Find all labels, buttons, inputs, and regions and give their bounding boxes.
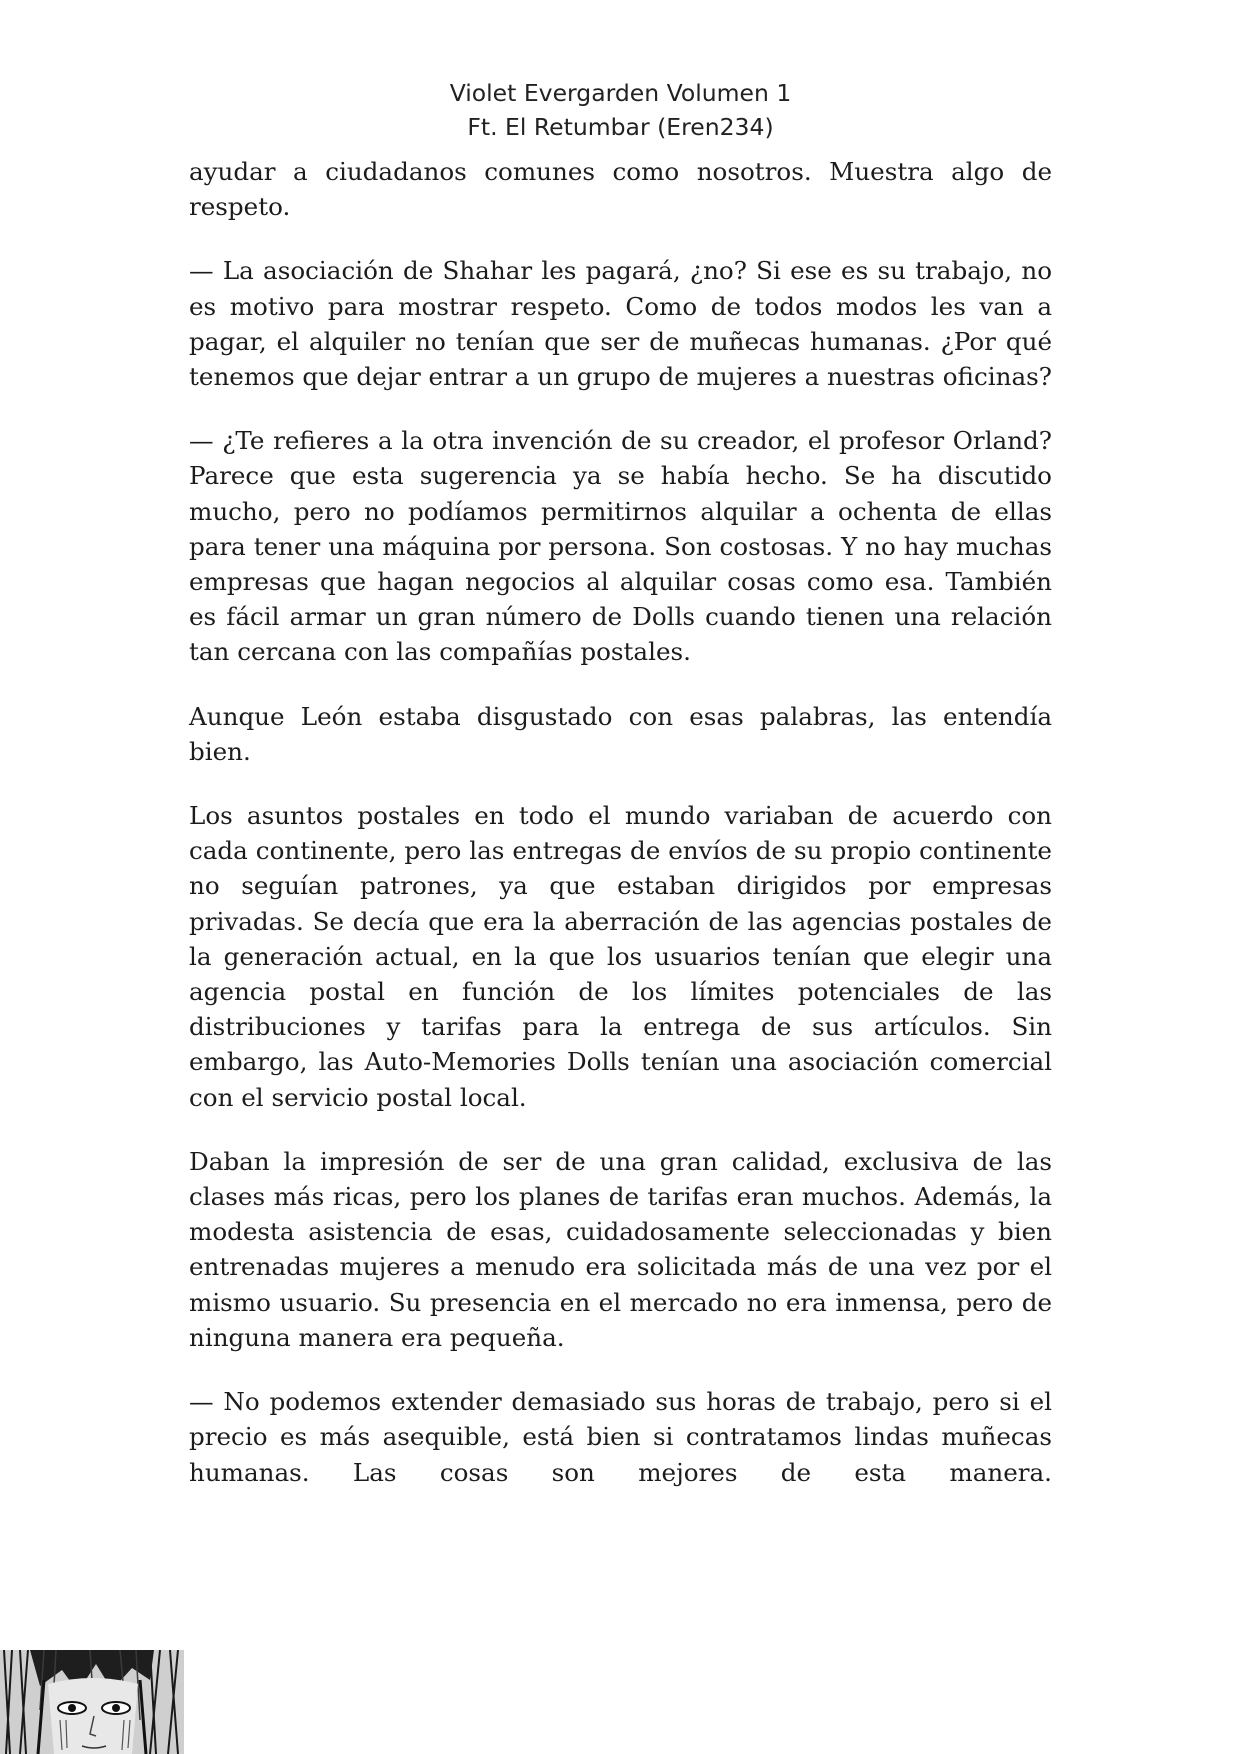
paragraph: ayudar a ciudadanos comunes como nosotros. Muestra algo de respeto. bbox=[189, 157, 1052, 222]
paragraph: Los asuntos postales en todo el mundo variaban de acuerdo con cada continente, pero las entregas de envíos de su propio continente no seguían patrones, ya que estaban dirigidos por empresas privadas. Se decía que era la aberración de las agencias postales de la generación actual, en la que los usuarios tenían que elegir una agencia postal en función de los límites potenciales de las distribuciones y tarifas para la entrega de sus artículos. Sin embargo, las Auto-Memories Dolls tenían una asociación comercial con el servicio postal local. bbox=[189, 801, 1052, 1112]
manga-character-portrait-icon bbox=[0, 1650, 184, 1754]
document-title: Violet Evergarden Volumen 1 bbox=[449, 79, 792, 107]
paragraph: Aunque León estaba disgustado con esas palabras, las entendía bien. bbox=[189, 701, 1052, 766]
page-body bbox=[189, 154, 1052, 1490]
paragraph: Daban la impresión de ser de una gran calidad, exclusiva de las clases más ricas, pero los planes de tarifas eran muchos. Además, la modesta asistencia de esas, cuidadosamente seleccionadas y bien entrenadas mujeres a menudo era solicitada más de una vez por el mismo usuario. Su presencia en el mercado no era inmensa, pero de ninguna manera era pequeña. bbox=[189, 1146, 1052, 1352]
translator-credit: Ft. El Retumbar (Eren234) bbox=[467, 113, 774, 141]
paragraph: — No podemos extender demasiado sus horas de trabajo, pero si el precio es más asequible, está bien si contratamos lindas muñecas humanas. Las cosas son mejores de esta manera. bbox=[189, 1387, 1052, 1487]
paragraph: — ¿Te refieres a la otra invención de su creador, el profesor Orland? Parece que esta sugerencia ya se había hecho. Se ha discutido mucho, pero no podíamos permitirnos alquilar a ochenta de ellas para tener una máquina por persona. Son costosas. Y no hay muchas empresas que hagan negocios al alquilar cosas como esa. También es fácil armar un gran número de Dolls cuando tienen una relación tan cercana con las compañías postales. bbox=[189, 426, 1052, 667]
page-header bbox=[0, 76, 1241, 144]
manga-portrait-image bbox=[0, 1650, 184, 1754]
paragraph: — La asociación de Shahar les pagará, ¿no? Si ese es su trabajo, no es motivo para mostrar respeto. Como de todos modos les van a pagar, el alquiler no tenían que ser de muñecas humanas. ¿Por qué tenemos que dejar entrar a un grupo de mujeres a nuestras oficinas? bbox=[189, 256, 1052, 392]
